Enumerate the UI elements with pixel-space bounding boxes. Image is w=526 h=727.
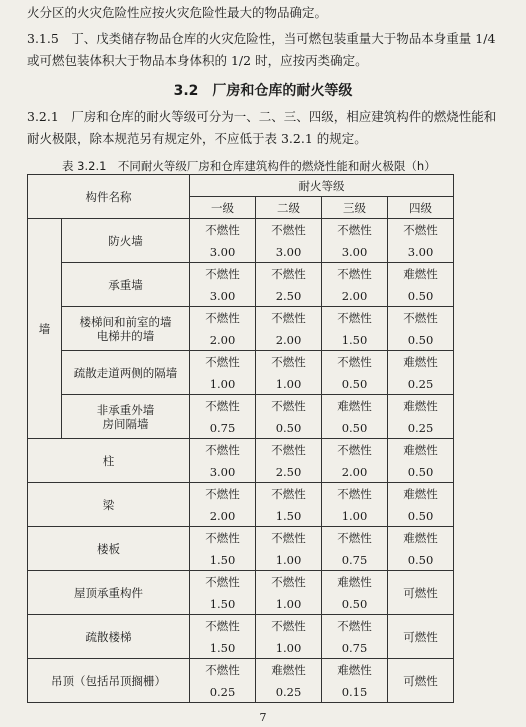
- rating-cell: [322, 571, 388, 615]
- fire-resistance-hours: 0.25: [407, 376, 434, 391]
- combustibility-label: 不燃性: [205, 618, 240, 633]
- fire-resistance-hours: 0.50: [407, 288, 434, 303]
- rating-cell-content: [388, 529, 453, 569]
- rating-cell: [322, 439, 388, 483]
- combustibility-label: 不燃性: [205, 266, 240, 281]
- fire-resistance-hours: 0.75: [209, 420, 236, 435]
- rating-cell-content: [190, 221, 255, 261]
- rating-cell-content: [256, 485, 321, 525]
- combustibility-label: 不燃性: [271, 354, 306, 369]
- rating-cell: [256, 439, 322, 483]
- combustibility-label: 不燃性: [205, 398, 240, 413]
- combustibility-label: 可燃性: [403, 629, 438, 644]
- fire-resistance-hours: 2.50: [275, 464, 302, 479]
- fire-resistance-hours: 1.00: [341, 508, 368, 523]
- table-row: [28, 219, 454, 263]
- rating-cell: [256, 263, 322, 307]
- rating-cell: [190, 351, 256, 395]
- component-name: 吊顶（包括吊顶搁栅）: [28, 659, 190, 703]
- fire-resistance-hours: 1.50: [209, 596, 236, 611]
- rating-cell-content: [322, 441, 387, 481]
- rating-cell-content: [190, 573, 255, 613]
- combustibility-label: 不燃性: [205, 222, 240, 237]
- fire-resistance-hours: 1.50: [209, 640, 236, 655]
- rating-cell: [322, 395, 388, 439]
- fire-resistance-hours: 3.00: [341, 244, 368, 259]
- rating-cell-content: [190, 265, 255, 305]
- rating-cell-content: [190, 397, 255, 437]
- fire-resistance-hours: 0.25: [407, 420, 434, 435]
- component-name: 楼梯间和前室的墙 电梯井的墙: [62, 307, 190, 351]
- fire-resistance-hours: 0.50: [341, 420, 368, 435]
- rating-cell: [322, 307, 388, 351]
- rating-cell-content: [322, 573, 387, 613]
- rating-cell: [256, 659, 322, 703]
- component-name: 疏散楼梯: [28, 615, 190, 659]
- rating-cell: [256, 395, 322, 439]
- rating-cell: [388, 439, 454, 483]
- grade-header: 二级: [256, 197, 322, 219]
- combustibility-label: 难燃性: [403, 442, 438, 457]
- fire-resistance-hours: 3.00: [407, 244, 434, 259]
- combustibility-label: 不燃性: [403, 222, 438, 237]
- fire-resistance-hours: 3.00: [209, 288, 236, 303]
- table-body: [28, 175, 454, 703]
- rating-cell-content: [256, 617, 321, 657]
- rating-cell: [190, 395, 256, 439]
- rating-cell: [190, 439, 256, 483]
- component-name: 楼板: [28, 527, 190, 571]
- combustibility-label: 不燃性: [205, 530, 240, 545]
- rating-cell-content: [322, 221, 387, 261]
- combustibility-label: 不燃性: [271, 310, 306, 325]
- rating-cell: [256, 571, 322, 615]
- header-row: [28, 175, 454, 197]
- clause-3-2-1: 3.2.1 厂房和仓库的耐火等级可分为一、二、三、四级，相应建筑构件的燃烧性能和: [27, 109, 497, 124]
- component-name: 屋顶承重构件: [28, 571, 190, 615]
- rating-cell-content: [388, 353, 453, 393]
- table-row: [28, 439, 454, 483]
- fire-resistance-hours: 0.25: [275, 684, 302, 699]
- combustibility-label: 不燃性: [271, 442, 306, 457]
- rating-cell-content: [388, 265, 453, 305]
- rating-cell: [190, 483, 256, 527]
- section-heading: 3.2 厂房和仓库的耐火等级: [173, 83, 353, 99]
- combustibility-label: 难燃性: [403, 266, 438, 281]
- combustibility-label: 可燃性: [403, 673, 438, 688]
- combustibility-label: 可燃性: [403, 585, 438, 600]
- fire-resistance-hours: 1.00: [275, 640, 302, 655]
- rating-cell-content: [190, 661, 255, 701]
- combustibility-label: 难燃性: [403, 354, 438, 369]
- rating-cell: [388, 659, 454, 703]
- rating-cell-content: [256, 309, 321, 349]
- combustibility-label: 难燃性: [337, 662, 372, 677]
- fire-resistance-hours: 0.50: [275, 420, 302, 435]
- combustibility-label: 不燃性: [337, 486, 372, 501]
- wall-group-label: 墙: [28, 219, 62, 439]
- rating-cell: [190, 615, 256, 659]
- combustibility-label: 不燃性: [271, 486, 306, 501]
- combustibility-label: 不燃性: [337, 530, 372, 545]
- combustibility-label: 不燃性: [271, 398, 306, 413]
- fire-resistance-table: [27, 174, 454, 703]
- rating-cell: [322, 219, 388, 263]
- fire-resistance-hours: 0.50: [341, 376, 368, 391]
- fire-resistance-hours: 1.00: [275, 376, 302, 391]
- rating-cell-content: [256, 573, 321, 613]
- table-row: [28, 307, 454, 351]
- fire-resistance-hours: 1.50: [275, 508, 302, 523]
- rating-cell-content: [388, 221, 453, 261]
- table-row: [28, 483, 454, 527]
- combustibility-label: 不燃性: [337, 354, 372, 369]
- rating-cell-content: [256, 661, 321, 701]
- rating-cell-content: [190, 617, 255, 657]
- rating-cell-content: [256, 353, 321, 393]
- rating-cell-content: [322, 309, 387, 349]
- rating-cell-content: [190, 309, 255, 349]
- rating-cell: [256, 615, 322, 659]
- combustibility-label: 不燃性: [205, 662, 240, 677]
- rating-cell-content: [322, 485, 387, 525]
- rating-cell-content: [322, 265, 387, 305]
- rating-cell: [256, 483, 322, 527]
- rating-cell-content: [388, 309, 453, 349]
- table-row: [28, 527, 454, 571]
- fire-resistance-hours: 2.00: [209, 508, 236, 523]
- rating-cell-content: [322, 353, 387, 393]
- rating-cell: [256, 219, 322, 263]
- combustibility-label: 难燃性: [403, 486, 438, 501]
- combustibility-label: 不燃性: [337, 266, 372, 281]
- fire-resistance-hours: 1.00: [275, 596, 302, 611]
- rating-cell: [322, 659, 388, 703]
- header-fire-grade: 耐火等级: [190, 175, 454, 197]
- combustibility-label: 不燃性: [403, 310, 438, 325]
- fire-resistance-hours: 0.50: [407, 332, 434, 347]
- rating-cell: [256, 307, 322, 351]
- component-name: 承重墙: [62, 263, 190, 307]
- rating-cell-content: [256, 397, 321, 437]
- rating-cell: [322, 351, 388, 395]
- fire-resistance-hours: 0.50: [407, 552, 434, 567]
- fire-resistance-hours: 1.00: [209, 376, 236, 391]
- fire-resistance-hours: 2.00: [275, 332, 302, 347]
- fire-resistance-hours: 0.25: [209, 684, 236, 699]
- combustibility-label: 不燃性: [271, 266, 306, 281]
- table-caption: 表 3.2.1 不同耐火等级厂房和仓库建筑构件的燃烧性能和耐火极限（h）: [62, 159, 436, 173]
- rating-cell-content: [190, 529, 255, 569]
- fire-resistance-hours: 3.00: [275, 244, 302, 259]
- rating-cell: [322, 615, 388, 659]
- rating-cell: [190, 219, 256, 263]
- rating-cell-content: [322, 661, 387, 701]
- component-name: 疏散走道两侧的隔墙: [62, 351, 190, 395]
- rating-cell: [190, 659, 256, 703]
- header-component-name: 构件名称: [28, 175, 190, 219]
- component-name: 防火墙: [62, 219, 190, 263]
- combustibility-label: 不燃性: [337, 442, 372, 457]
- table-row: [28, 571, 454, 615]
- combustibility-label: 难燃性: [337, 574, 372, 589]
- fire-resistance-hours: 0.75: [341, 552, 368, 567]
- rating-cell-content: [322, 397, 387, 437]
- combustibility-label: 不燃性: [271, 530, 306, 545]
- fire-resistance-hours: 2.00: [341, 288, 368, 303]
- combustibility-label: 不燃性: [205, 486, 240, 501]
- combustibility-label: 不燃性: [205, 354, 240, 369]
- rating-cell-content: [190, 485, 255, 525]
- fire-resistance-hours: 2.00: [209, 332, 236, 347]
- fire-resistance-hours: 0.50: [407, 508, 434, 523]
- rating-cell: [388, 395, 454, 439]
- rating-cell: [388, 615, 454, 659]
- combustibility-label: 难燃性: [403, 530, 438, 545]
- rating-cell: [256, 351, 322, 395]
- rating-cell: [190, 527, 256, 571]
- rating-cell: [388, 263, 454, 307]
- rating-cell: [388, 219, 454, 263]
- combustibility-label: 不燃性: [205, 310, 240, 325]
- rating-cell-content: [256, 221, 321, 261]
- component-name: 梁: [28, 483, 190, 527]
- combustibility-label: 难燃性: [337, 398, 372, 413]
- paragraph-line: 耐火极限，除本规范另有规定外，不应低于表 3.2.1 的规定。: [27, 131, 367, 146]
- paragraph-line: 或可燃包装体积大于物品本身体积的 1/2 时，应按丙类确定。: [27, 53, 368, 68]
- rating-cell: [190, 307, 256, 351]
- rating-cell-content: [190, 353, 255, 393]
- fire-resistance-hours: 3.00: [209, 464, 236, 479]
- fire-resistance-hours: 3.00: [209, 244, 236, 259]
- fire-resistance-hours: 0.75: [341, 640, 368, 655]
- fire-resistance-hours: 2.00: [341, 464, 368, 479]
- rating-cell: [190, 571, 256, 615]
- rating-cell-content: [256, 441, 321, 481]
- rating-cell-content: [190, 441, 255, 481]
- table-row: [28, 659, 454, 703]
- rating-cell-content: [322, 529, 387, 569]
- grade-header: 一级: [190, 197, 256, 219]
- combustibility-label: 不燃性: [337, 222, 372, 237]
- paragraph-line: 火分区的火灾危险性应按火灾危险性最大的物品确定。: [27, 5, 328, 20]
- rating-cell-content: [256, 265, 321, 305]
- combustibility-label: 不燃性: [337, 618, 372, 633]
- rating-cell-content: [388, 397, 453, 437]
- grade-header: 四级: [388, 197, 454, 219]
- rating-cell: [190, 263, 256, 307]
- fire-resistance-hours: 1.00: [275, 552, 302, 567]
- table-row: [28, 615, 454, 659]
- table-row: [28, 351, 454, 395]
- rating-cell: [256, 527, 322, 571]
- rating-cell: [322, 527, 388, 571]
- rating-cell: [388, 571, 454, 615]
- fire-resistance-hours: 0.50: [341, 596, 368, 611]
- table-row: [28, 395, 454, 439]
- combustibility-label: 不燃性: [271, 618, 306, 633]
- fire-resistance-hours: 1.50: [209, 552, 236, 567]
- combustibility-label: 难燃性: [403, 398, 438, 413]
- combustibility-label: 不燃性: [205, 574, 240, 589]
- rating-cell-content: [388, 441, 453, 481]
- rating-cell: [322, 483, 388, 527]
- fire-resistance-hours: 0.15: [341, 684, 368, 699]
- rating-cell: [322, 263, 388, 307]
- table-row: [28, 263, 454, 307]
- combustibility-label: 不燃性: [271, 574, 306, 589]
- rating-cell: [388, 527, 454, 571]
- rating-cell-content: [388, 485, 453, 525]
- clause-3-1-5: 3.1.5 丁、戊类储存物品仓库的火灾危险性，当可燃包装重量大于物品本身重量 1/4: [27, 31, 496, 46]
- combustibility-label: 不燃性: [205, 442, 240, 457]
- rating-cell: [388, 483, 454, 527]
- rating-cell-content: [322, 617, 387, 657]
- grade-header: 三级: [322, 197, 388, 219]
- combustibility-label: 难燃性: [271, 662, 306, 677]
- rating-cell-content: [256, 529, 321, 569]
- fire-resistance-hours: 0.50: [407, 464, 434, 479]
- fire-resistance-hours: 2.50: [275, 288, 302, 303]
- page-number: 7: [259, 711, 267, 724]
- combustibility-label: 不燃性: [337, 310, 372, 325]
- fire-resistance-hours: 1.50: [341, 332, 368, 347]
- component-name: 非承重外墙 房间隔墙: [62, 395, 190, 439]
- component-name: 柱: [28, 439, 190, 483]
- rating-cell: [388, 351, 454, 395]
- combustibility-label: 不燃性: [271, 222, 306, 237]
- rating-cell: [388, 307, 454, 351]
